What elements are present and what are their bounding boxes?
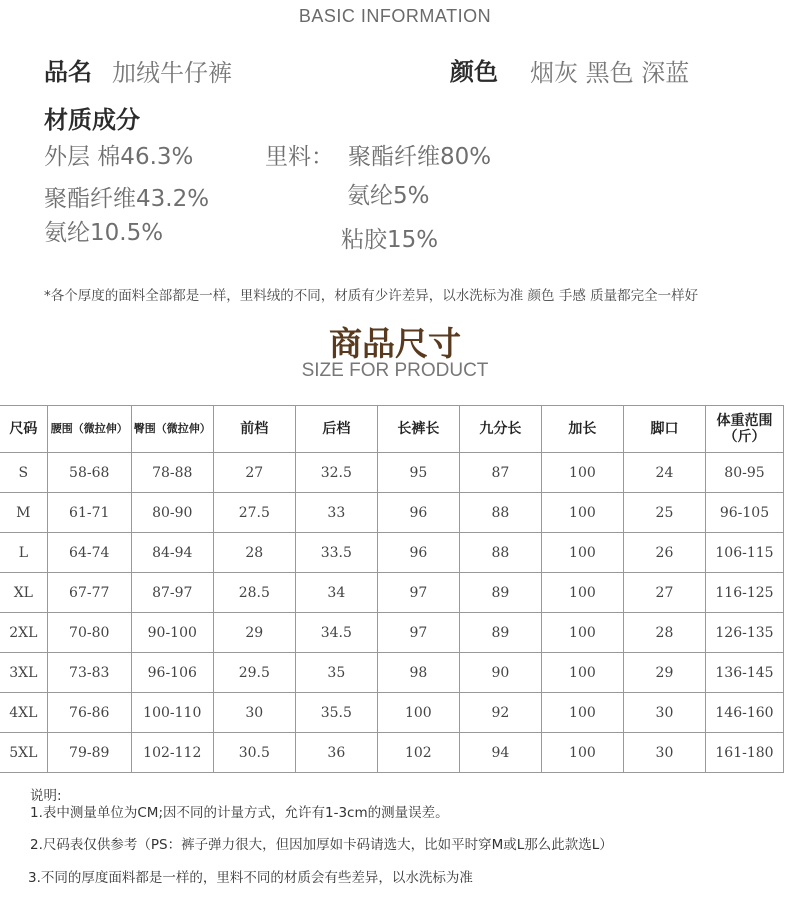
- fabric-note: *各个厚度的面料全部都是一样，里料绒的不同，材质有少许差异，以水洗标为准 颜色 手感 质量都完全一样好: [44, 288, 699, 304]
- cell-full-length: 102: [377, 733, 459, 773]
- table-row: [0, 533, 784, 573]
- cell-weight-range: 126-135: [705, 613, 783, 653]
- cell-weight-range: 146-160: [705, 693, 783, 733]
- cell-waist: 61-71: [47, 493, 131, 533]
- cell-back-rise: 32.5: [295, 453, 377, 493]
- cell-back-rise: 35: [295, 653, 377, 693]
- size-table-header-row: [0, 406, 784, 453]
- size-table-body: [0, 453, 784, 773]
- table-row: [0, 693, 784, 733]
- header-extra-length: 加长: [541, 406, 623, 453]
- outer-material-3: 氨纶10.5%: [44, 220, 164, 246]
- cell-hem: 24: [623, 453, 705, 493]
- cell-hem: 30: [623, 733, 705, 773]
- header-waist: 腰围（微拉伸）: [47, 406, 131, 453]
- cell-extra-length: 100: [541, 653, 623, 693]
- table-row: [0, 493, 784, 533]
- lining-material-1: 聚酯纤维80%: [348, 144, 492, 170]
- cell-full-length: 97: [377, 613, 459, 653]
- cell-hip: 87-97: [131, 573, 213, 613]
- cell-front-rise: 29.5: [213, 653, 295, 693]
- cell-full-length: 96: [377, 533, 459, 573]
- cell-hip: 102-112: [131, 733, 213, 773]
- table-row: [0, 653, 784, 693]
- cell-hem: 25: [623, 493, 705, 533]
- cell-waist: 64-74: [47, 533, 131, 573]
- cell-ninth-length: 92: [459, 693, 541, 733]
- cell-waist: 79-89: [47, 733, 131, 773]
- cell-back-rise: 35.5: [295, 693, 377, 733]
- cell-extra-length: 100: [541, 693, 623, 733]
- cell-extra-length: 100: [541, 533, 623, 573]
- cell-back-rise: 33.5: [295, 533, 377, 573]
- cell-weight-range: 116-125: [705, 573, 783, 613]
- outer-material-2: 聚酯纤维43.2%: [44, 186, 210, 212]
- cell-hem: 29: [623, 653, 705, 693]
- cell-hem: 30: [623, 693, 705, 733]
- cell-full-length: 95: [377, 453, 459, 493]
- cell-ninth-length: 87: [459, 453, 541, 493]
- cell-waist: 73-83: [47, 653, 131, 693]
- cell-weight-range: 96-105: [705, 493, 783, 533]
- cell-front-rise: 30: [213, 693, 295, 733]
- cell-hem: 26: [623, 533, 705, 573]
- explanation-item-2: 2.尺码表仅供参考（PS：裤子弹力很大，但因加厚如卡码请选大，比如平时穿M或L那么此款选L）: [30, 837, 613, 853]
- cell-size: S: [0, 453, 47, 493]
- cell-full-length: 100: [377, 693, 459, 733]
- lining-material-3: 粘胶15%: [341, 227, 439, 253]
- cell-extra-length: 100: [541, 493, 623, 533]
- cell-size: XL: [0, 573, 47, 613]
- cell-full-length: 97: [377, 573, 459, 613]
- cell-ninth-length: 89: [459, 573, 541, 613]
- cell-weight-range: 136-145: [705, 653, 783, 693]
- header-size: 尺码: [0, 406, 47, 453]
- color-label: 颜色: [450, 58, 498, 86]
- header-weight-range: 体重范围（斤）: [705, 406, 783, 453]
- cell-size: 2XL: [0, 613, 47, 653]
- cell-hem: 27: [623, 573, 705, 613]
- cell-back-rise: 34: [295, 573, 377, 613]
- cell-size: 4XL: [0, 693, 47, 733]
- table-row: [0, 613, 784, 653]
- product-name-value: 加绒牛仔裤: [112, 59, 232, 87]
- header-hip: 臀围（微拉伸）: [131, 406, 213, 453]
- cell-back-rise: 36: [295, 733, 377, 773]
- cell-weight-range: 106-115: [705, 533, 783, 573]
- explanation-title: 说明:: [30, 788, 62, 804]
- cell-front-rise: 30.5: [213, 733, 295, 773]
- cell-size: 5XL: [0, 733, 47, 773]
- explanation-item-3: 3.不同的厚度面料都是一样的，里料不同的材质会有些差异，以水洗标为准: [28, 870, 473, 886]
- cell-size: M: [0, 493, 47, 533]
- material-title: 材质成分: [44, 106, 140, 134]
- cell-hip: 96-106: [131, 653, 213, 693]
- cell-extra-length: 100: [541, 613, 623, 653]
- cell-hip: 90-100: [131, 613, 213, 653]
- cell-size: L: [0, 533, 47, 573]
- cell-extra-length: 100: [541, 573, 623, 613]
- product-name-label: 品名: [44, 58, 92, 86]
- cell-hip: 78-88: [131, 453, 213, 493]
- size-section-subtitle: SIZE FOR PRODUCT: [301, 360, 489, 381]
- size-table: [0, 405, 784, 773]
- cell-ninth-length: 90: [459, 653, 541, 693]
- cell-extra-length: 100: [541, 453, 623, 493]
- cell-back-rise: 34.5: [295, 613, 377, 653]
- lining-material-2: 氨纶5%: [347, 183, 430, 209]
- size-section-title: 商品尺寸: [329, 324, 461, 363]
- table-row: [0, 573, 784, 613]
- outer-material-1: 外层 棉46.3%: [44, 144, 194, 170]
- cell-waist: 76-86: [47, 693, 131, 733]
- cell-full-length: 96: [377, 493, 459, 533]
- cell-front-rise: 28.5: [213, 573, 295, 613]
- cell-extra-length: 100: [541, 733, 623, 773]
- header-hem: 脚口: [623, 406, 705, 453]
- table-row: [0, 453, 784, 493]
- cell-ninth-length: 89: [459, 613, 541, 653]
- cell-back-rise: 33: [295, 493, 377, 533]
- cell-weight-range: 80-95: [705, 453, 783, 493]
- cell-hip: 100-110: [131, 693, 213, 733]
- cell-waist: 58-68: [47, 453, 131, 493]
- cell-hem: 28: [623, 613, 705, 653]
- cell-ninth-length: 94: [459, 733, 541, 773]
- table-row: [0, 733, 784, 773]
- cell-ninth-length: 88: [459, 533, 541, 573]
- cell-waist: 67-77: [47, 573, 131, 613]
- cell-hip: 84-94: [131, 533, 213, 573]
- header-back-rise: 后档: [295, 406, 377, 453]
- header-full-length: 长裤长: [377, 406, 459, 453]
- cell-waist: 70-80: [47, 613, 131, 653]
- cell-front-rise: 27.5: [213, 493, 295, 533]
- cell-front-rise: 28: [213, 533, 295, 573]
- header-ninth-length: 九分长: [459, 406, 541, 453]
- cell-hip: 80-90: [131, 493, 213, 533]
- header-front-rise: 前档: [213, 406, 295, 453]
- cell-size: 3XL: [0, 653, 47, 693]
- basic-information-heading: BASIC INFORMATION: [298, 6, 492, 26]
- color-value: 烟灰 黑色 深蓝: [530, 59, 690, 87]
- cell-full-length: 98: [377, 653, 459, 693]
- explanation-item-1: 1.表中测量单位为CM;因不同的计量方式，允许有1-3cm的测量误差。: [30, 805, 449, 821]
- cell-weight-range: 161-180: [705, 733, 783, 773]
- cell-front-rise: 27: [213, 453, 295, 493]
- cell-front-rise: 29: [213, 613, 295, 653]
- lining-label: 里料：: [265, 144, 334, 170]
- cell-ninth-length: 88: [459, 493, 541, 533]
